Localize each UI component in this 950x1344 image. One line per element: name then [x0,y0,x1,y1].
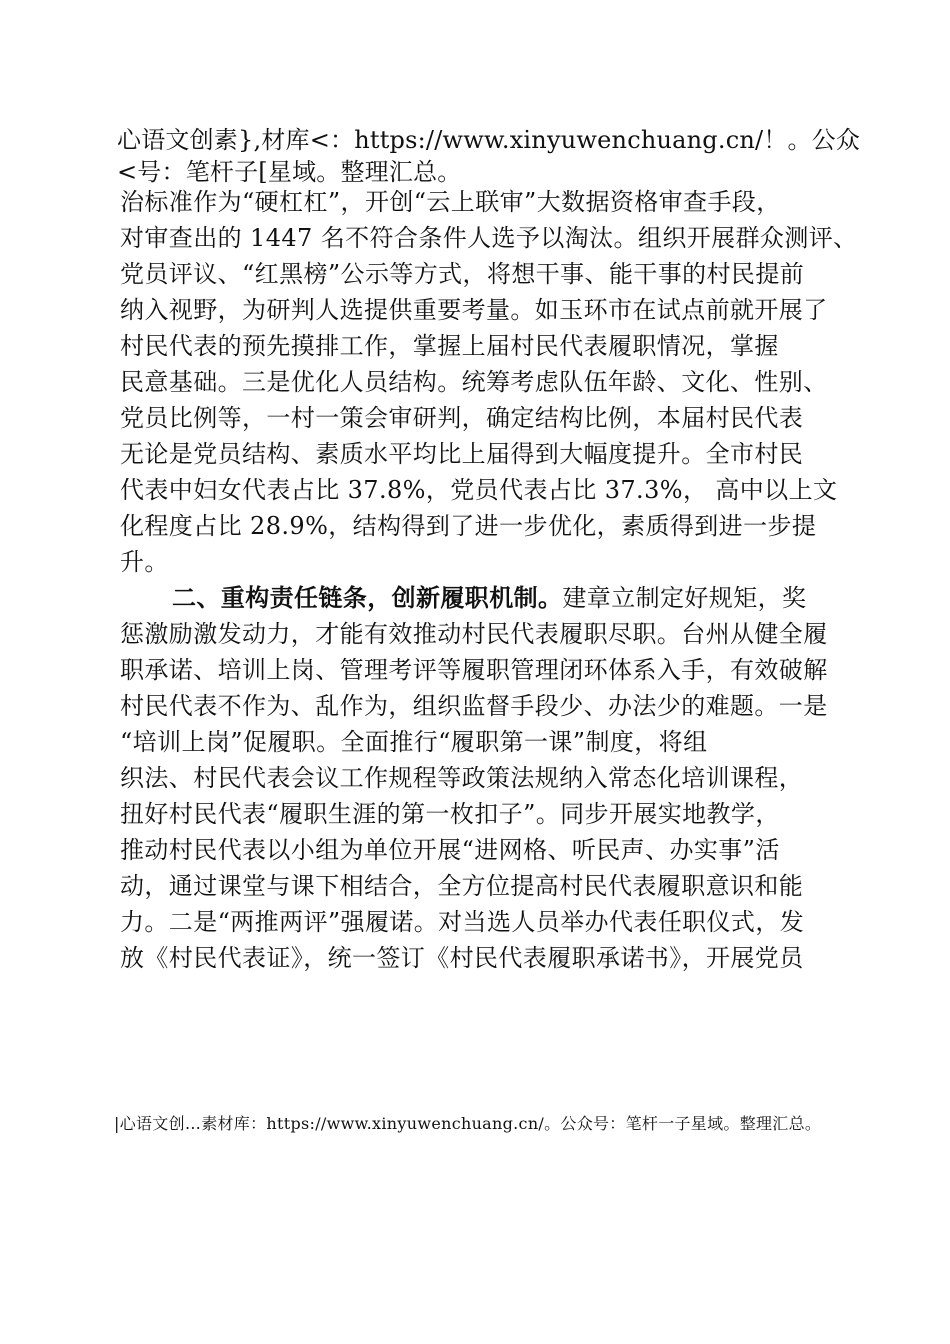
section-2-heading: 二、重构责任链条，创新履职机制。 [172,584,563,612]
paragraph-line: 升。 [120,548,169,576]
section-2-first-line [120,580,840,616]
paragraph-line: 织法、村民代表会议工作规程等政策法规纳入常态化培训课程， [120,764,804,792]
watermark-header-line-1: 心语文创素},材库<：https://www.xinyuwenchuang.cn/！。公众 [117,126,861,154]
paragraph-line: 代表中妇女代表占比 37.8%，党员代表占比 37.3%， 高中以上文 [120,476,838,504]
paragraph-line: 村民代表的预先摸排工作，掌握上届村民代表履职情况，掌握 [120,332,779,360]
paragraph-line: 民意基础。三是优化人员结构。统筹考虑队伍年龄、文化、性别、 [120,368,828,396]
paragraph-line: 村民代表不作为、乱作为，组织监督手段少、办法少的难题。一是 [120,692,828,720]
paragraph-line: 推动村民代表以小组为单位开展“进网格、听民声、办实事”活 [120,836,780,864]
paragraph-line: 治标准作为“硬杠杠”，开创“云上联审”大数据资格审查手段， [120,188,781,216]
paragraph-line: 无论是党员结构、素质水平均比上届得到大幅度提升。全市村民 [120,440,804,468]
paragraph-line: 惩激励激发动力，才能有效推动村民代表履职尽职。台州从健全履 [120,620,828,648]
paragraph-line: 放《村民代表证》，统一签订《村民代表履职承诺书》，开展党员 [120,944,804,972]
watermark-header [117,124,861,188]
paragraph-line: 纳入视野，为研判人选提供重要考量。如玉环市在试点前就开展了 [120,296,828,324]
section-2-first-line-text: 建章立制定好规矩，奖 [562,584,807,612]
paragraph-line: “培训上岗”促履职。全面推行“履职第一课”制度，将组 [120,728,708,756]
paragraph-line: 扭好村民代表“履职生涯的第一枚扣子”。同步开展实地教学， [120,800,780,828]
document-body [120,184,858,976]
paragraph-line: 对审查出的 1447 名不符合条件人选予以淘汰。组织开展群众测评、 [120,224,858,252]
watermark-footer: |心语文创…素材库：https://www.xinyuwenchuang.cn/。公众号：笔杆一子星域。整理汇总。 [114,1114,822,1133]
paragraph-line: 动，通过课堂与课下相结合，全方位提高村民代表履职意识和能 [120,872,804,900]
watermark-header-line-2: <号：笔杆子[星域。整理汇总。 [117,158,462,186]
paragraph-line: 党员评议、“红黑榜”公示等方式，将想干事、能干事的村民提前 [120,260,805,288]
paragraph-line: 党员比例等，一村一策会审研判，确定结构比例，本届村民代表 [120,404,804,432]
paragraph-line: 力。二是“两推两评”强履诺。对当选人员举办代表任职仪式，发 [120,908,805,936]
paragraph-line: 化程度占比 28.9%，结构得到了进一步优化，素质得到进一步提 [120,512,817,540]
paragraph-line: 职承诺、培训上岗、管理考评等履职管理闭环体系入手，有效破解 [120,656,828,684]
